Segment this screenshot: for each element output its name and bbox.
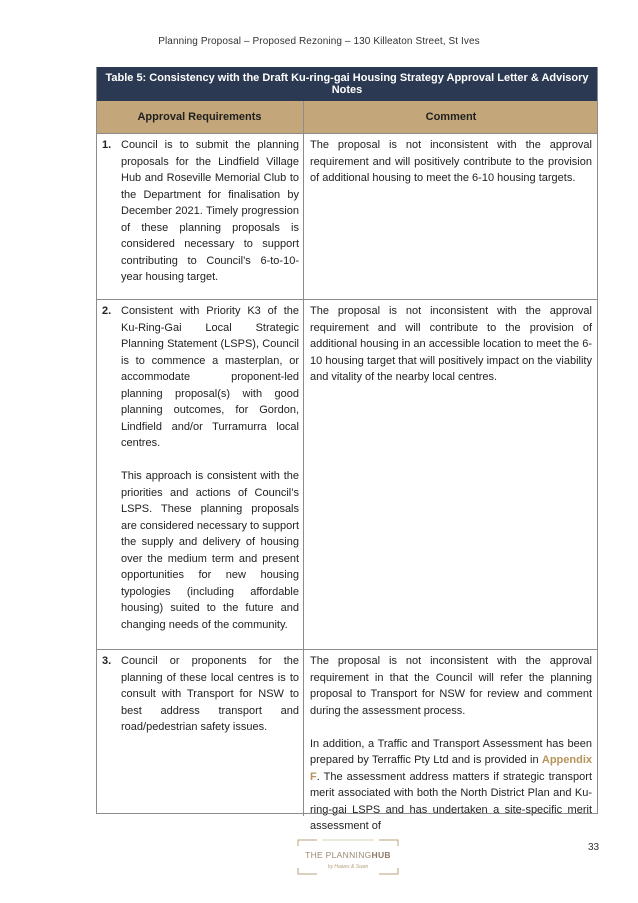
table-row (96, 649, 598, 832)
comment-cell (304, 650, 598, 832)
comment-text: The proposal is not inconsistent with the approval requirement and will positively contribute to the provision of additional housing to meet the 6-10 housing targets. (310, 139, 592, 184)
table-row (96, 299, 598, 649)
requirement-text: Council or proponents for the planning of these local centres is to consult with Transport for NSW to best address transport and road/pedestrian safety issues. (121, 655, 299, 733)
requirement-text: Council is to submit the planning proposals for the Lindfield Village Hub and Roseville Memorial Club to the Department for finalisation by December 2021. Timely progression of these planning proposals is considered necessary to support contributing to Council’s 6-to-10-year housing target. (121, 139, 299, 283)
requirement-text: This approach is consistent with the priorities and actions of Council’s LSPS. These planning proposals are considered necessary to support the supply and delivery of housing over the medium term and present opportunities for new housing typologies (including affordable housing) suited to the future and changing needs of the community. (121, 470, 299, 631)
appendix-f-link[interactable]: Appendix F (310, 754, 592, 783)
header-comment: Comment (425, 111, 477, 123)
comment-cell (304, 300, 598, 649)
table-row (96, 133, 598, 299)
comment-text: The proposal is not inconsistent with the approval requirement in that the Council will refer the planning proposal to Transport for NSW for review and comment during the assessment process. (310, 655, 592, 717)
table-header-row (96, 101, 598, 133)
planning-hub-logo (297, 838, 399, 876)
comment-text: The proposal is not inconsistent with the approval requirement and will contribute to the provision of additional housing in an accessible location to meet the 6-10 housing target that will positively impact on the viability and vitality of the nearby local centres. (310, 305, 592, 383)
table-title: Table 5: Consistency with the Draft Ku-ring-gai Housing Strategy Approval Letter & Advisory Notes (96, 67, 598, 101)
page-header: Planning Proposal – Proposed Rezoning – 130 Killeaton Street, St Ives (158, 36, 480, 47)
requirement-cell (96, 300, 304, 649)
requirement-cell (96, 134, 304, 299)
comment-cell (304, 134, 598, 299)
row-number: 2. (102, 305, 112, 317)
comment-text (310, 736, 592, 835)
row-number: 3. (102, 655, 112, 667)
consistency-table (96, 67, 598, 832)
row-number: 1. (102, 139, 112, 151)
header-approval-requirements: Approval Requirements (96, 101, 304, 133)
requirement-cell (96, 650, 304, 816)
logo-subtitle: by Hawes & Swan (327, 864, 369, 870)
page-number: 33 (588, 842, 600, 853)
comment-text-part: . The assessment address matters if strategic transport merit associated with both the North District Plan and Ku-ring-gai LSPS and has undertaken a site-specific merit assessment of (310, 770, 592, 832)
requirement-text: Consistent with Priority K3 of the Ku-Ring-Gai Local Strategic Planning Statement (LSPS), Council is to commence a masterplan, or accommodate proponent-led planning proposal(s) with good planning outcomes, for Gordon, Lindfield and/or Turramurra local centres. (121, 305, 299, 449)
logo-text: THE PLANNINGHUB (305, 850, 391, 860)
comment-text-part: In addition, a Traffic and Transport Assessment has been prepared by Terraffic Pty Ltd and is provided in (310, 737, 592, 766)
